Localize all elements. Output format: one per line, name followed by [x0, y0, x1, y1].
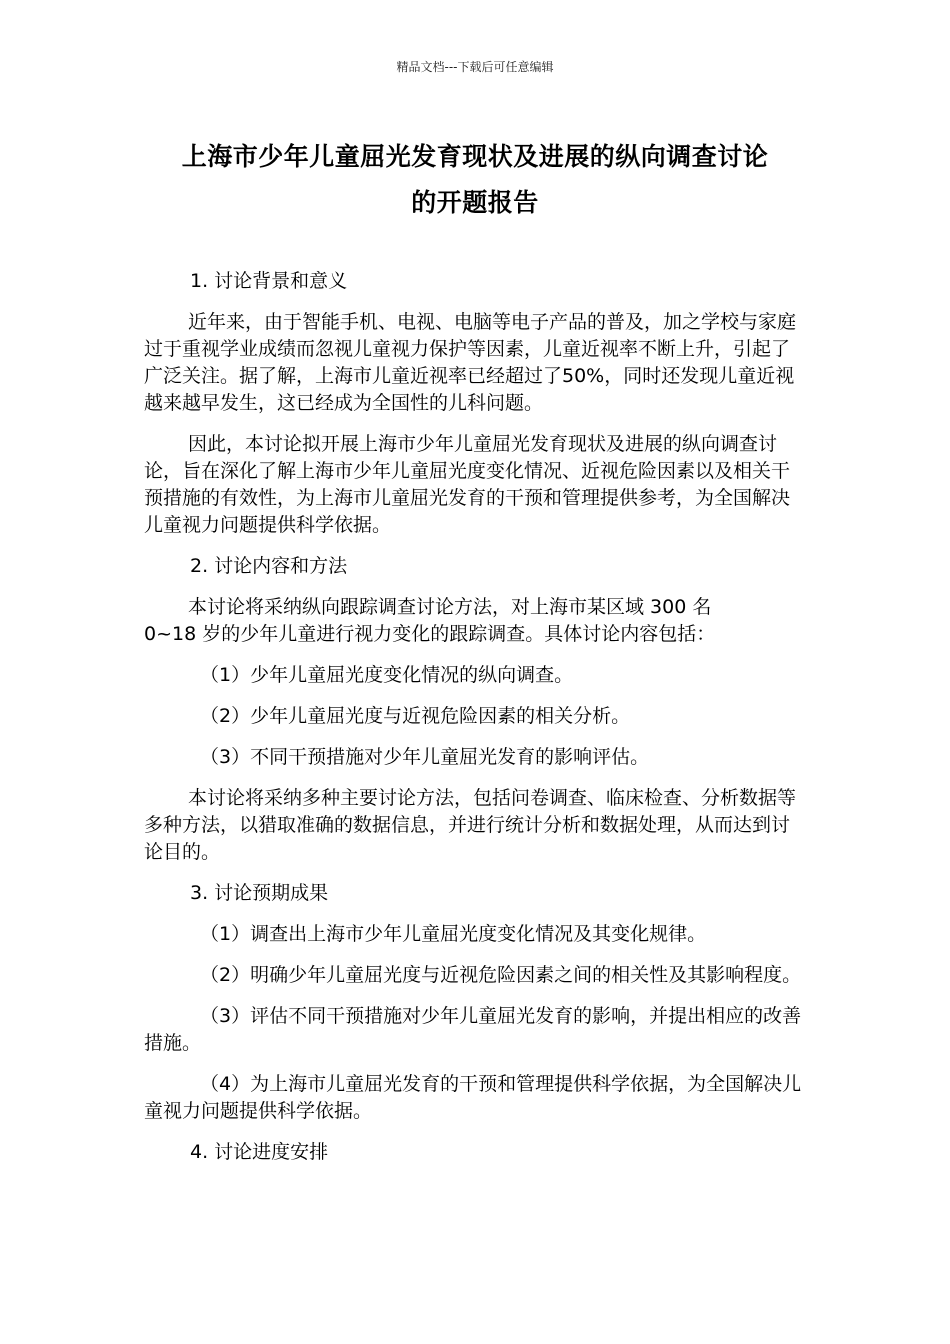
- document-body: [144, 268, 808, 1166]
- document-title: [140, 134, 810, 226]
- title-line-2: 的开题报告: [411, 188, 539, 217]
- section-1-paragraph-2: 因此，本讨论拟开展上海市少年儿童屈光发育现状及进展的纵向调查讨论，旨在深化了解上海市少年儿童屈光度变化情况、近视危险因素以及相关干预措施的有效性，为上海市儿童屈光发育的干预和管理提供参考，为全国解决儿童视力问题提供科学依据。: [144, 433, 791, 536]
- section-3-item-3: （3）评估不同干预措施对少年儿童屈光发育的影响，并提出相应的改善措施。: [144, 1005, 802, 1054]
- section-4-heading: 4. 讨论进度安排: [190, 1141, 329, 1163]
- section-3-item-2: （2）明确少年儿童屈光度与近视危险因素之间的相关性及其影响程度。: [200, 964, 802, 986]
- section-3-item-4: （4）为上海市儿童屈光发育的干预和管理提供科学依据，为全国解决儿童视力问题提供科学依据。: [144, 1073, 802, 1122]
- section-2-paragraph-2: 本讨论将采纳多种主要讨论方法，包括问卷调查、临床检查、分析数据等多种方法，以猎取准确的数据信息，并进行统计分析和数据处理，从而达到讨论目的。: [144, 787, 797, 863]
- section-3-heading: 3. 讨论预期成果: [190, 882, 329, 904]
- section-2-item-2: （2）少年儿童屈光度与近视危险因素的相关分析。: [200, 705, 631, 727]
- section-3-item-1: （1）调查出上海市少年儿童屈光度变化情况及其变化规律。: [200, 923, 707, 945]
- section-2-item-1: （1）少年儿童屈光度变化情况的纵向调查。: [200, 664, 574, 686]
- section-2-paragraph-1: [144, 594, 808, 648]
- section-2-paragraph-1-line-2: 0~18 岁的少年儿童进行视力变化的跟踪调查。具体讨论内容包括：: [144, 623, 716, 645]
- title-line-1: 上海市少年儿童屈光发育现状及进展的纵向调查讨论: [181, 142, 769, 171]
- section-2-heading: 2. 讨论内容和方法: [190, 555, 348, 577]
- page-header: 精品文档---下载后可任意编辑: [396, 60, 554, 74]
- section-1-heading: 1. 讨论背景和意义: [190, 270, 348, 292]
- section-2-item-3: （3）不同干预措施对少年儿童屈光发育的影响评估。: [200, 746, 650, 768]
- section-2-paragraph-1-line-1: 本讨论将采纳纵向跟踪调查讨论方法，对上海市某区域 300 名: [188, 596, 712, 618]
- section-1-paragraph-1: 近年来，由于智能手机、电视、电脑等电子产品的普及，加之学校与家庭过于重视学业成绩而忽视儿童视力保护等因素，儿童近视率不断上升，引起了广泛关注。据了解，上海市儿童近视率已经超过了50%，同时还发现儿童近视越来越早发生，这已经成为全国性的儿科问题。: [144, 311, 797, 414]
